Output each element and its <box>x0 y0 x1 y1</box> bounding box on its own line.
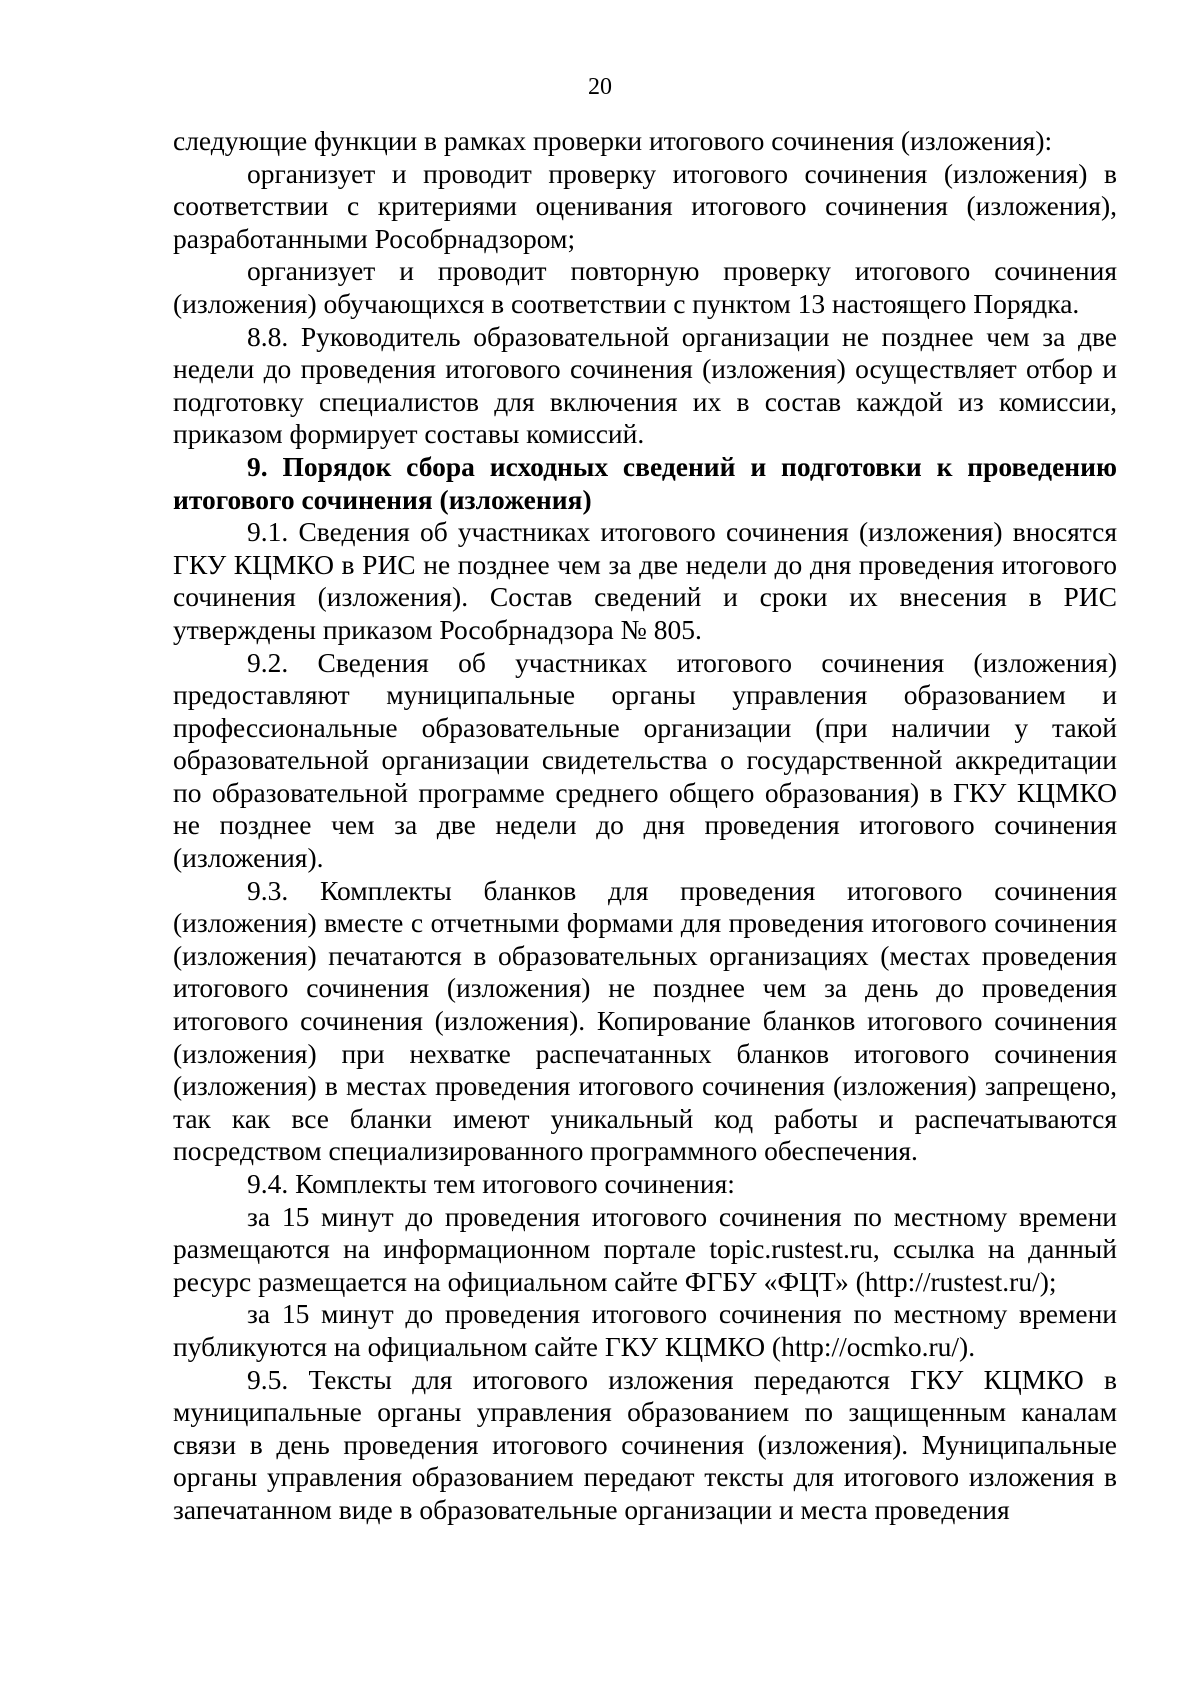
paragraph: 9.3. Комплекты бланков для проведения итогового сочинения (изложения) вместе с отчетными формами для проведения итогового сочинения (изложения) печатаются в образовательных организациях (местах проведения итогового сочинения (изложения) не позднее чем за день до проведения итогового сочинения (изложения). Копирование бланков итогового сочинения (изложения) при нехватке распечатанных бланков итогового сочинения (изложения) в местах проведения итогового сочинения (изложения) запрещено, так как все бланки имеют уникальный код работы и распечатываются посредством специализированного программного обеспечения. <box>173 874 1117 1167</box>
document-body <box>173 125 1117 1527</box>
paragraph: 9.5. Тексты для итогового изложения передаются ГКУ КЦМКО в муниципальные органы управления образованием по защищенным каналам связи в день проведения итогового сочинения (изложения). Муниципальные органы управления образованием передают тексты для итогового изложения в запечатанном виде в образовательные организации и места проведения <box>173 1363 1117 1525</box>
paragraph: 9.4. Комплекты тем итогового сочинения: <box>247 1168 735 1199</box>
paragraph: за 15 минут до проведения итогового сочинения по местному времени размещаются на информационном портале topic.rustest.ru, ссылка на данный ресурс размещается на официальном сайте ФГБУ «ФЦТ» (http://rustest.ru/); <box>173 1200 1117 1297</box>
paragraph: следующие функции в рамках проверки итогового сочинения (изложения): <box>173 125 1053 156</box>
paragraph: 9.1. Сведения об участниках итогового сочинения (изложения) вносятся ГКУ КЦМКО в РИС не позднее чем за две недели до дня проведения итогового сочинения (изложения). Состав сведений и сроки их внесения в РИС утверждены приказом Рособрнадзора № 805. <box>173 516 1117 645</box>
page-number: 20 <box>588 74 612 100</box>
paragraph: 8.8. Руководитель образовательной организации не позднее чем за две недели до проведения итогового сочинения (изложения) осуществляет отбор и подготовку специалистов для включения их в состав каждой из комиссии, приказом формирует составы комиссий. <box>173 320 1117 450</box>
paragraph: 9.2. Сведения об участниках итогового сочинения (изложения) предоставляют муниципальные органы управления образованием и профессиональные образовательные организации (при наличии у такой образовательной организации свидетельства о государственной аккредитации по образовательной программе среднего общего образования) в ГКУ КЦМКО не позднее чем за две недели до дня проведения итогового сочинения (изложения). <box>173 646 1117 874</box>
paragraph: организует и проводит проверку итогового сочинения (изложения) в соответствии с критериями оценивания итогового сочинения (изложения), разработанными Рособрнадзором; <box>173 157 1117 254</box>
paragraph: организует и проводит повторную проверку итогового сочинения (изложения) обучающихся в соответствии с пунктом 13 настоящего Порядка. <box>173 255 1117 319</box>
section-heading: 9. Порядок сбора исходных сведений и подготовки к проведению итогового сочинения (изложения) <box>173 450 1117 515</box>
paragraph: за 15 минут до проведения итогового сочинения по местному времени публикуются на официальном сайте ГКУ КЦМКО (http://ocmko.ru/). <box>173 1298 1117 1362</box>
